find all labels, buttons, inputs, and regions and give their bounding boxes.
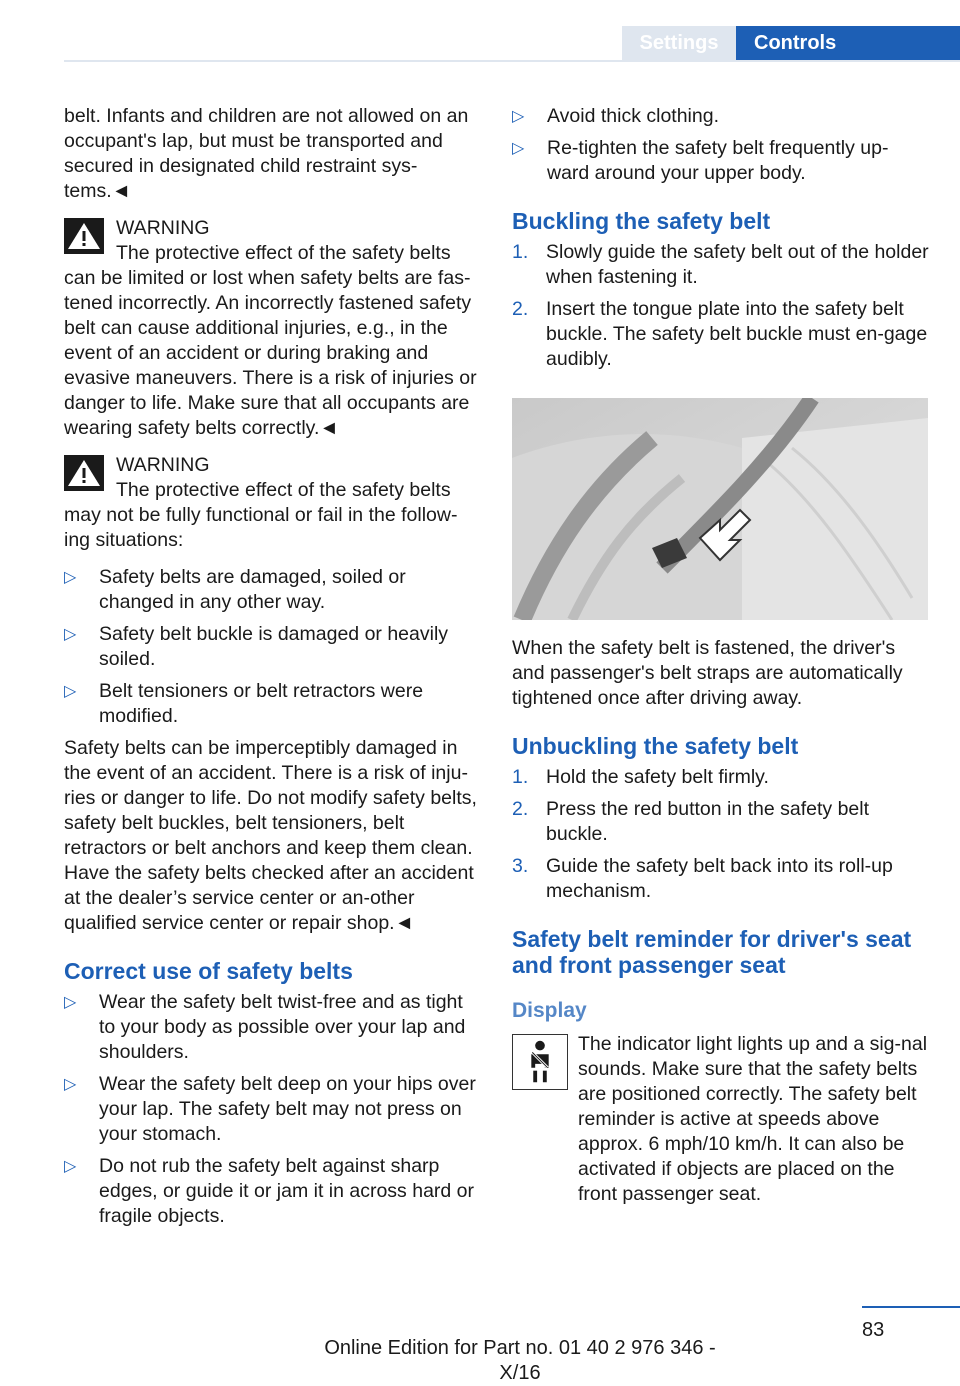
warning-text: can be limited or lost when safety belts are fas-tened incorrectly. An incorrectly fastened safety belt can cause additional injuries, e.g., in the event of an accident or during braking and evasive maneuvers. There is a risk of injuries or danger to life. Make sure that all occupants are wearing safety belts correctly.◄ xyxy=(64,267,477,439)
bullet-marker: ▷ xyxy=(512,140,525,157)
step-number: 3. xyxy=(512,855,529,877)
bullet-marker: ▷ xyxy=(64,1158,77,1175)
step-text: Insert the tongue plate into the safety belt buckle. The safety belt buckle must en-gage audibly. xyxy=(546,298,928,370)
intro-paragraph: belt. Infants and children are not allowed on an occupant's lap, but must be transported and secured in designated child restraint sys-tems.◄ xyxy=(64,105,469,202)
seatbelt-indicator-icon xyxy=(512,1034,568,1090)
right-column xyxy=(512,104,930,1207)
warning-first-line: The protective effect of the safety belts xyxy=(116,479,451,501)
step-number: 1. xyxy=(512,766,529,788)
section-heading-correct-use: Correct use of safety belts xyxy=(64,958,353,984)
step-item xyxy=(512,854,930,904)
subheading-display: Display xyxy=(512,999,587,1022)
list-item-text: Wear the safety belt deep on your hips over your lap. The safety belt may not press on your stomach. xyxy=(99,1073,476,1145)
step-text: Hold the safety belt firmly. xyxy=(546,766,769,788)
list-item-text: Re-tighten the safety belt frequently up-ward around your upper body. xyxy=(547,137,889,184)
warning-triangle-icon xyxy=(64,218,104,254)
section-heading-buckling: Buckling the safety belt xyxy=(512,208,771,234)
unbuckling-steps xyxy=(512,765,930,904)
list-item xyxy=(512,136,930,186)
list-item xyxy=(64,565,482,615)
display-paragraph: The indicator light lights up and a sig-nal sounds. Make sure that the safety belts are positioned correctly. The safety belt reminder is active at speeds above approx. 6 mph/10 km/h. It can also be activated if objects are placed on the front passenger seat. xyxy=(578,1033,928,1205)
left-column xyxy=(64,104,482,1236)
warning-block-2 xyxy=(64,453,482,553)
list-item xyxy=(64,990,482,1065)
list-item xyxy=(512,104,930,129)
list-item xyxy=(64,622,482,672)
step-item xyxy=(512,797,930,847)
warning-title: WARNING xyxy=(116,454,210,476)
header-tab-controls[interactable]: Controls xyxy=(736,26,960,60)
clothing-list xyxy=(512,104,930,186)
list-item-text: Safety belt buckle is damaged or heavily soiled. xyxy=(99,623,449,670)
bullet-marker: ▷ xyxy=(64,994,77,1011)
step-item xyxy=(512,297,930,372)
step-text: Guide the safety belt back into its roll-up mechanism. xyxy=(546,855,893,902)
warning-title: WARNING xyxy=(116,217,210,239)
buckling-steps xyxy=(512,240,930,372)
step-text: Press the red button in the safety belt buckle. xyxy=(546,798,870,845)
list-item xyxy=(64,679,482,729)
list-item-text: Do not rub the safety belt against sharp edges, or guide it or jam it in across hard or fragile objects. xyxy=(99,1155,475,1227)
section-heading-unbuckling: Unbuckling the safety belt xyxy=(512,733,799,759)
fastened-paragraph: When the safety belt is fastened, the driver's and passenger's belt straps are automatically tightened once after driving away. xyxy=(512,637,903,709)
warning-text: may not be fully functional or fail in the follow-ing situations: xyxy=(64,504,458,551)
list-item-text: Safety belts are damaged, soiled or changed in any other way. xyxy=(99,566,406,613)
step-item xyxy=(512,765,930,790)
warning-triangle-icon xyxy=(64,455,104,491)
list-item-text: Wear the safety belt twist-free and as tight to your body as possible over your lap and shoulders. xyxy=(99,991,466,1063)
step-number: 1. xyxy=(512,241,529,263)
step-text: Slowly guide the safety belt out of the holder when fastening it. xyxy=(546,241,929,288)
list-item-text: Avoid thick clothing. xyxy=(547,105,719,127)
footer-edition-text: Online Edition for Part no. 01 40 2 976 346 - X/16 xyxy=(324,1337,716,1384)
header-tab-settings[interactable]: Settings xyxy=(622,26,736,60)
display-block xyxy=(512,1032,930,1207)
header-divider xyxy=(64,60,960,62)
step-number: 2. xyxy=(512,798,529,820)
seatbelt-buckle-photo xyxy=(512,398,928,620)
footer-divider xyxy=(862,1306,960,1308)
section-heading-reminder: Safety belt reminder for driver's seat and front passenger seat xyxy=(512,926,912,978)
bullet-marker: ▷ xyxy=(64,1076,77,1093)
damage-paragraph: Safety belts can be imperceptibly damaged in the event of an accident. There is a risk of inju-ries or danger to life. Do not modify safety belts, safety belt buckles, belt tensioners, belt retractors or belt anchors and keep them clean. Have the safety belts checked after an accident at the dealer’s service center or an-other qualified service center or repair shop.◄ xyxy=(64,737,477,934)
bullet-marker: ▷ xyxy=(64,569,77,586)
step-number: 2. xyxy=(512,298,529,320)
list-item-text: Belt tensioners or belt retractors were modified. xyxy=(99,680,424,727)
page-number: 83 xyxy=(862,1319,885,1341)
bullet-marker: ▷ xyxy=(64,626,77,643)
bullet-marker: ▷ xyxy=(512,108,525,125)
correct-use-list xyxy=(64,990,482,1229)
warning-conditions-list xyxy=(64,565,482,729)
step-item xyxy=(512,240,930,290)
bullet-marker: ▷ xyxy=(64,683,77,700)
list-item xyxy=(64,1154,482,1229)
warning-first-line: The protective effect of the safety belts xyxy=(116,242,451,264)
warning-block-1 xyxy=(64,216,482,441)
list-item xyxy=(64,1072,482,1147)
